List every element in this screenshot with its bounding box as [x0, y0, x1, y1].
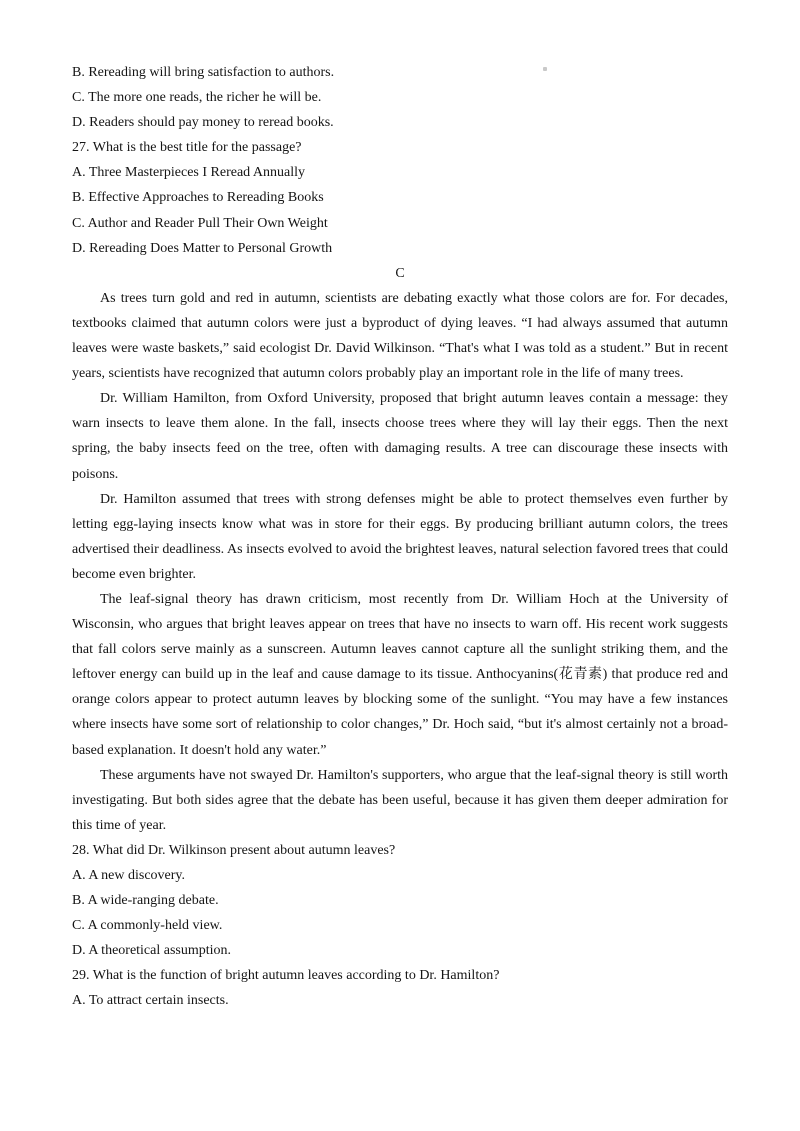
section-heading: C	[395, 265, 405, 281]
passage-paragraph: As trees turn gold and red in autumn, scientists are debating exactly what those colors are for. For decades, textbooks claimed that autumn colors were just a byproduct of dying leaves. “I had always assumed that autumn leaves were waste baskets,” said ecologist Dr. David Wilkinson. “That's what I was told as a student.” But in recent years, scientists have recognized that autumn colors probably play an important role in the life of many trees.	[72, 290, 728, 382]
question-option-line: D. Readers should pay money to reread books.	[72, 115, 334, 131]
passage-paragraph: These arguments have not swayed Dr. Hamilton's supporters, who argue that the leaf-signal theory is still worth investigating. But both sides agree that the debate has been useful, because it has given them deeper admiration for this time of year.	[72, 767, 728, 833]
question-option-line: D. Rereading Does Matter to Personal Growth	[72, 240, 333, 256]
question-option-line: D. A theoretical assumption.	[72, 943, 232, 959]
question-option-line: 27. What is the best title for the passage?	[72, 140, 302, 156]
question-option-line: 29. What is the function of bright autumn leaves according to Dr. Hamilton?	[72, 968, 500, 984]
question-option-line: A. Three Masterpieces I Reread Annually	[72, 165, 305, 181]
question-option-line: 28. What did Dr. Wilkinson present about autumn leaves?	[72, 842, 396, 858]
question-option-line: B. Effective Approaches to Rereading Books	[72, 190, 324, 206]
question-27-options-block	[72, 60, 728, 261]
question-option-line: B. A wide-ranging debate.	[72, 893, 219, 909]
question-option-line: A. A new discovery.	[72, 868, 186, 883]
passage-paragraph: The leaf-signal theory has drawn criticism, most recently from Dr. William Hoch at the University of Wisconsin, who argues that bright leaves appear on trees that have no insects to warn off. His recent work suggests that fall colors serve mainly as a sunscreen. Autumn leaves cannot capture all the sunlight striking them, and the leftover energy can build up in the leaf and cause damage to its tissue. Anthocyanins(花青素) that produce red and orange colors appear to protect autumn leaves by blocking some of the sunlight. “You may have a few instances where insects have some sort of relationship to color changes,” Dr. Hoch said, “but it's almost certainly not a broad-based explanation. It doesn't hold any water.”	[72, 591, 728, 758]
question-option-line: A. To attract certain insects.	[72, 993, 229, 1009]
reading-passage	[72, 286, 728, 838]
question-option-line: B. Rereading will bring satisfaction to authors.	[72, 65, 335, 80]
passage-paragraph: Dr. Hamilton assumed that trees with strong defenses might be able to protect themselves even further by letting egg-laying insects know what was in store for their eggs. By producing brilliant autumn colors, the trees advertised their deadliness. As insects evolved to avoid the brightest leaves, natural selection favored trees that could become even brighter.	[72, 491, 728, 582]
question-option-line: C. Author and Reader Pull Their Own Weight	[72, 215, 328, 231]
document-page	[72, 60, 728, 1014]
question-option-line: C. A commonly-held view.	[72, 918, 223, 934]
questions-28-29-block	[72, 838, 728, 1014]
passage-paragraph: Dr. William Hamilton, from Oxford University, proposed that bright autumn leaves contain a message: they warn insects to leave them alone. In the fall, insects choose trees where they will lay their eggs. Then the next spring, the baby insects feed on the tree, often with damaging results. A tree can discourage these insects with poisons.	[72, 391, 728, 482]
question-option-line: C. The more one reads, the richer he will be.	[72, 90, 322, 106]
